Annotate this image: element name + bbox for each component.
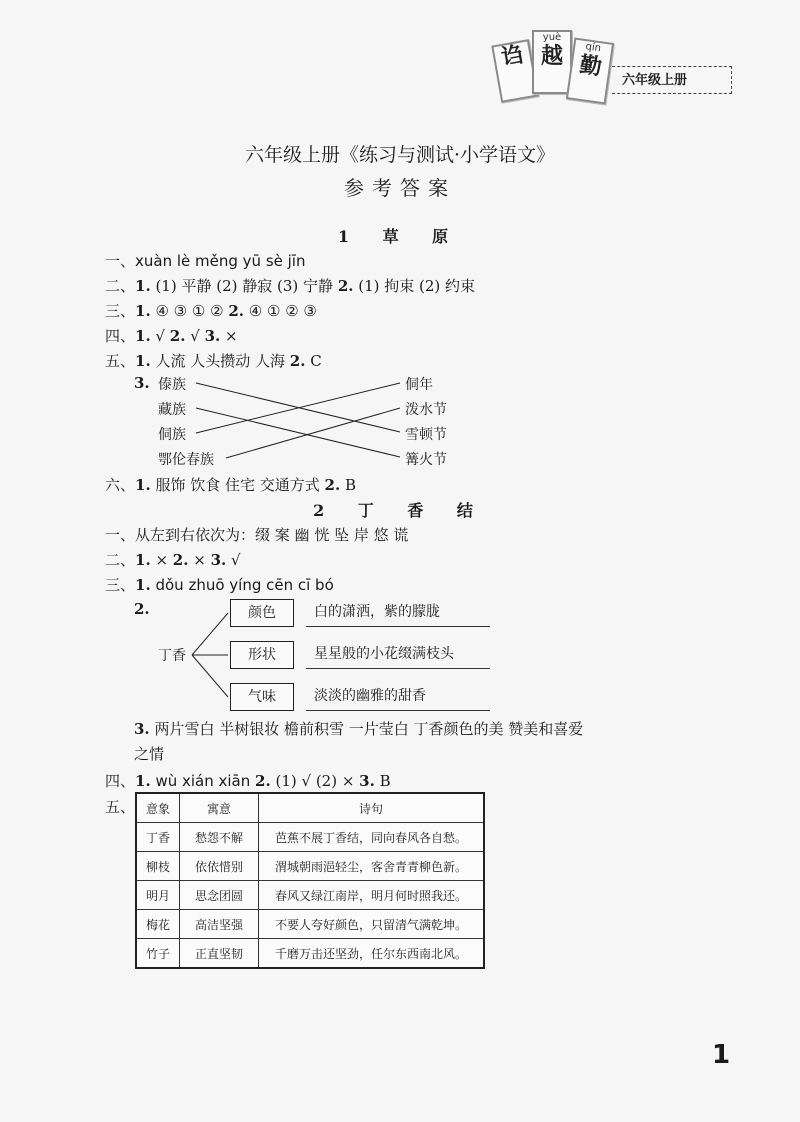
pinyin-answer: wù xián xiān xyxy=(150,772,256,790)
table-cell: 丁香 xyxy=(136,823,180,852)
brand-pinyin-3: qín xyxy=(584,41,602,55)
page-subtitle: 参考答案 xyxy=(344,176,456,200)
sub-num: 2. xyxy=(255,772,271,790)
table-row xyxy=(136,823,484,852)
answer-text: (1) 平静 (2) 静寂 (3) 宁静 xyxy=(150,277,338,295)
table-header: 意象 xyxy=(136,793,180,823)
pinyin-answer: dǒu zhuō yíng cēn cī bó xyxy=(155,576,334,594)
pinyin-answer: xuàn lè měng yū sè jīn xyxy=(135,252,306,270)
sub-num: 2. xyxy=(134,600,150,618)
q-num: 五、 xyxy=(105,352,136,370)
match-right-1: 侗年 xyxy=(405,377,433,393)
mindmap-answer-smell: 淡淡的幽雅的甜香 xyxy=(306,684,490,711)
q-num: 四、 xyxy=(105,772,136,790)
mindmap-label-shape: 形状 xyxy=(230,641,294,669)
mindmap-answer-shape: 星星般的小花缀满枝头 xyxy=(306,642,490,669)
mindmap-branch-line xyxy=(192,655,228,697)
answer-text: × xyxy=(188,551,211,569)
page-number: 1 xyxy=(712,1040,731,1070)
sub-num: 1. xyxy=(135,327,151,345)
table-cell: 千磨万击还坚劲，任尔东西南北风。 xyxy=(259,939,485,969)
l2-q5-num: 五、 xyxy=(105,798,136,816)
poem-table xyxy=(135,792,485,969)
answer-text: ④ ③ ① ② xyxy=(150,302,229,320)
answer-text: C xyxy=(305,352,322,370)
table-cell: 梅花 xyxy=(136,910,180,939)
match-right-4: 篝火节 xyxy=(405,452,447,468)
sub-num: 1. xyxy=(135,476,151,494)
table-cell: 思念团圆 xyxy=(180,881,259,910)
match-right-3: 雪顿节 xyxy=(405,427,447,443)
match-left-1: 傣族 xyxy=(158,377,186,393)
sub-num: 3. xyxy=(359,772,375,790)
answer-text: × xyxy=(220,327,238,345)
answer-text: (1) √ (2) × xyxy=(270,772,360,790)
table-header: 诗句 xyxy=(259,793,485,823)
lesson-1-heading: 1 草 原 xyxy=(337,227,463,246)
brand-char-1: 诌 xyxy=(499,41,526,71)
table-header: 寓意 xyxy=(180,793,259,823)
table-cell: 竹子 xyxy=(136,939,180,969)
sub-num: 3. xyxy=(134,374,150,392)
table-cell: 依依惜别 xyxy=(180,852,259,881)
answer-text: 从左到右依次为：缀 案 幽 恍 坠 岸 悠 谎 xyxy=(135,526,409,544)
table-row xyxy=(136,910,484,939)
q-num: 二、 xyxy=(105,277,136,295)
q-num: 四、 xyxy=(105,327,136,345)
q-num: 二、 xyxy=(105,551,136,569)
answer-text: √ xyxy=(185,327,205,345)
brand-char-2: 越 xyxy=(540,43,563,69)
table-cell: 渭城朝雨浥轻尘，客舍青青柳色新。 xyxy=(259,852,485,881)
match-left-3: 侗族 xyxy=(158,427,186,443)
table-cell: 芭蕉不展丁香结，同向春风各自愁。 xyxy=(259,823,485,852)
q-num: 三、 xyxy=(105,576,136,594)
sub-num: 2. xyxy=(289,352,306,370)
answer-text: × xyxy=(150,551,173,569)
q-num: 六、 xyxy=(105,476,136,494)
answer-text: B xyxy=(374,772,391,790)
sub-num: 2. xyxy=(337,277,354,295)
sub-num: 2. xyxy=(172,551,189,569)
l2-q3-3 xyxy=(134,718,583,739)
table-header-row xyxy=(136,793,484,823)
answer-text: B xyxy=(340,476,356,494)
answer-text: 服饰 饮食 住宅 交通方式 xyxy=(150,476,325,494)
sub-num: 3. xyxy=(210,551,227,569)
table-cell: 春风又绿江南岸，明月何时照我还。 xyxy=(259,881,485,910)
match-right-2: 泼水节 xyxy=(405,402,447,418)
match-left-4: 鄂伦春族 xyxy=(158,452,214,468)
sub-num: 2. xyxy=(324,476,341,494)
match-left-2: 藏族 xyxy=(158,402,186,418)
sub-num: 1. xyxy=(135,302,151,320)
mindmap-label-smell: 气味 xyxy=(230,683,294,711)
answer-text: 人流 人头攒动 人海 xyxy=(150,352,290,370)
answer-text: ④ ① ② ③ xyxy=(244,302,317,320)
lesson-2-heading: 2 丁 香 结 xyxy=(313,501,487,520)
page-title: 六年级上册《练习与测试·小学语文》 xyxy=(244,144,556,166)
grade-tag: 六年级上册 xyxy=(612,66,732,94)
table-row xyxy=(136,939,484,969)
sub-num: 1. xyxy=(135,277,151,295)
answer-text: 两片雪白 半树银妆 檐前积雪 一片莹白 丁香颜色的美 赞美和喜爱 xyxy=(149,720,584,738)
answer-text: √ xyxy=(150,327,170,345)
table-cell: 高洁坚强 xyxy=(180,910,259,939)
sub-num: 1. xyxy=(135,576,151,594)
sub-num: 3. xyxy=(204,327,221,345)
q-num: 一、 xyxy=(105,526,136,544)
sub-num: 2. xyxy=(169,327,186,345)
mindmap-label-color: 颜色 xyxy=(230,599,294,627)
l2-q3-3-cont: 之情 xyxy=(134,745,165,763)
answer-text: (1) 拘束 (2) 约束 xyxy=(353,277,476,295)
q-num: 一、 xyxy=(105,252,136,270)
table-cell: 明月 xyxy=(136,881,180,910)
answer-text: √ xyxy=(226,551,241,569)
q-num: 三、 xyxy=(105,302,136,320)
sub-num: 2. xyxy=(228,302,244,320)
brand-char-3: 勤 xyxy=(577,51,604,81)
sub-num: 1. xyxy=(135,551,151,569)
brand-pinyin-2: yuè xyxy=(542,32,562,43)
table-cell: 正直坚韧 xyxy=(180,939,259,969)
table-row xyxy=(136,852,484,881)
table-cell: 愁怨不解 xyxy=(180,823,259,852)
sub-num: 1. xyxy=(135,772,151,790)
table-cell: 不要人夸好颜色，只留清气满乾坤。 xyxy=(259,910,485,939)
mindmap-branch-line xyxy=(192,613,228,655)
l2-q4 xyxy=(105,770,391,791)
sub-num: 3. xyxy=(134,720,150,738)
table-row xyxy=(136,881,484,910)
mindmap-root: 丁香 xyxy=(158,648,186,664)
sub-num: 1. xyxy=(135,352,151,370)
table-cell: 柳枝 xyxy=(136,852,180,881)
mindmap-answer-color: 白的潇洒，紫的朦胧 xyxy=(306,600,490,627)
